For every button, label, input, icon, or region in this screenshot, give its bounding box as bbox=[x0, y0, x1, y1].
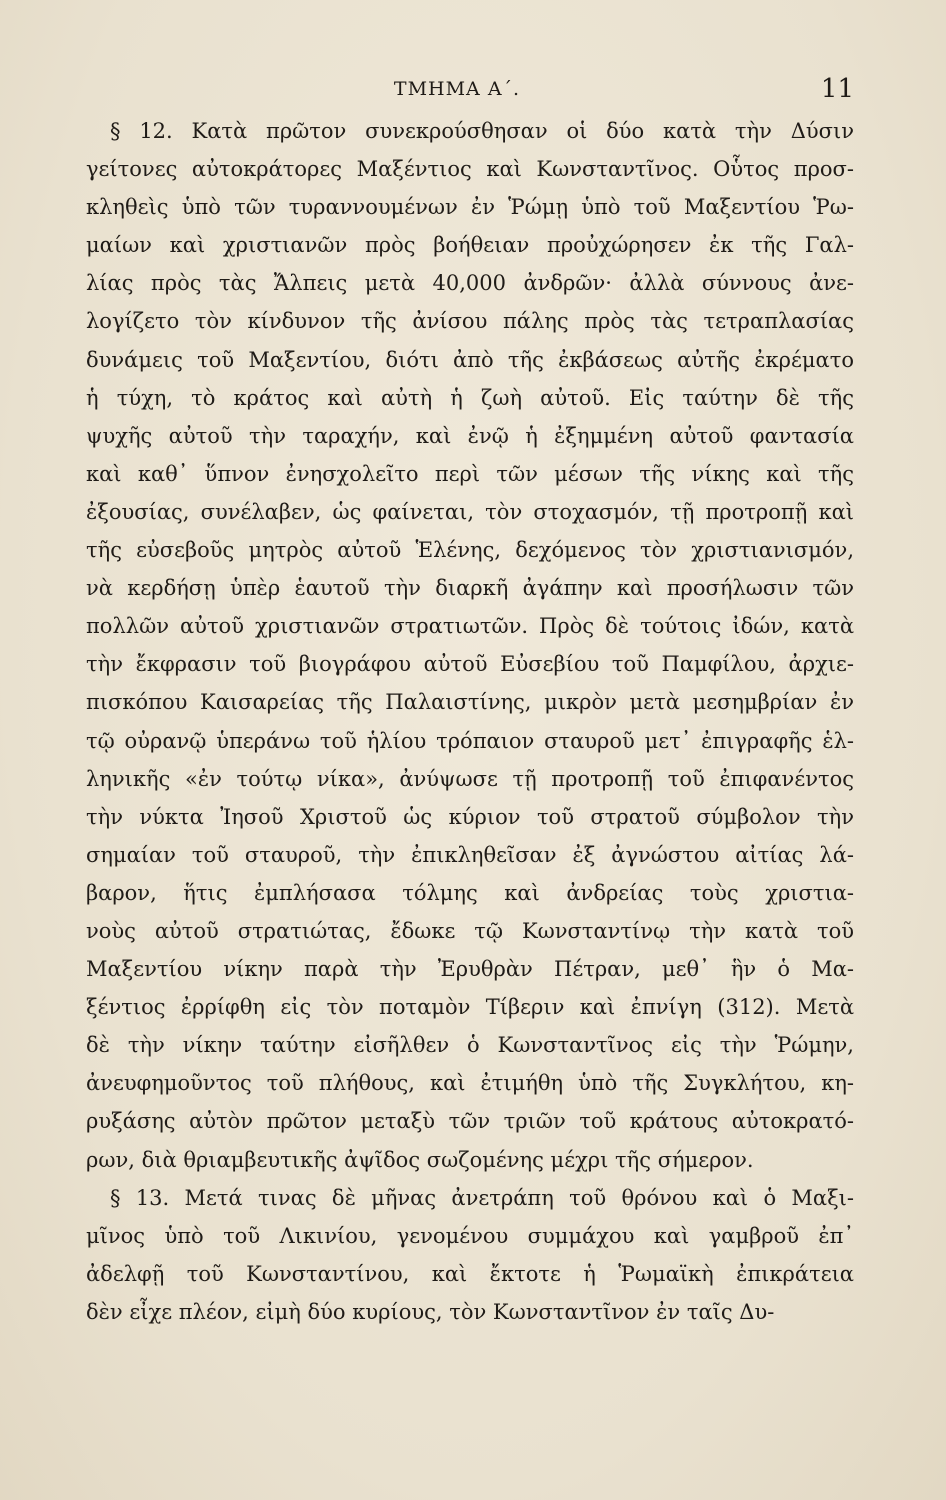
text-line: § 13. Μετά τινας δὲ μῆνας ἀνετράπη τοῦ θρόνου καὶ ὁ Μαξι- bbox=[110, 1185, 854, 1210]
text-line: γείτονες αὐτοκράτορες Μαξέντιος καὶ Κωνσταντῖνος. Οὗτος προσ- bbox=[86, 157, 854, 182]
text-line: § 12. Κατὰ πρῶτον συνεκρούσθησαν οἱ δύο κατὰ τὴν Δύσιν bbox=[110, 119, 854, 143]
text-line: δυνάμεις τοῦ Μαξεντίου, διότι ἀπὸ τῆς ἐκβάσεως αὐτῆς ἐκρέματο bbox=[86, 347, 854, 372]
text-line: σημαίαν τοῦ σταυροῦ, τὴν ἐπικληθεῖσαν ἐξ ἀγνώστου αἰτίας λά- bbox=[86, 842, 854, 867]
text-line: τῷ οὐρανῷ ὑπεράνω τοῦ ἡλίου τρόπαιον σταυροῦ μετ᾽ ἐπιγραφῆς ἑλ- bbox=[86, 728, 854, 753]
text-line: ψυχῆς αὐτοῦ τὴν ταραχήν, καὶ ἐνῷ ἡ ἐξημμένη αὐτοῦ φαντασία bbox=[86, 423, 854, 448]
text-line: βαρον, ἥτις ἐμπλήσασα τόλμης καὶ ἀνδρείας τοὺς χριστια- bbox=[86, 880, 854, 905]
text-line: λίας πρὸς τὰς Ἄλπεις μετὰ 40,000 ἀνδρῶν· ἀλλὰ σύννους ἀνε- bbox=[86, 271, 854, 296]
text-line: δὲν εἶχε πλέον, εἰμὴ δύο κυρίους, τὸν Κωνσταντῖνον ἐν ταῖς Δυ- bbox=[86, 1299, 775, 1324]
running-head bbox=[60, 74, 854, 114]
text-line: μαίων καὶ χριστιανῶν πρὸς βοήθειαν προὐχώρησεν ἐκ τῆς Γαλ- bbox=[86, 233, 854, 258]
text-line: ἡ τύχη, τὸ κράτος καὶ αὐτὴ ἡ ζωὴ αὐτοῦ. Εἰς ταύτην δὲ τῆς bbox=[86, 385, 854, 410]
text-line: κληθεὶς ὑπὸ τῶν τυραννουμένων ἐν Ῥώμῃ ὑπὸ τοῦ Μαξεντίου Ῥω- bbox=[86, 195, 854, 220]
text-line: πισκόπου Καισαρείας τῆς Παλαιστίνης, μικρὸν μετὰ μεσημβρίαν ἐν bbox=[86, 690, 854, 715]
text-line: ἀδελφῇ τοῦ Κωνσταντίνου, καὶ ἔκτοτε ἡ Ῥωμαϊκὴ ἐπικράτεια bbox=[86, 1261, 854, 1286]
text-line: ἐξουσίας, συνέλαβεν, ὡς φαίνεται, τὸν στοχασμόν, τῇ προτροπῇ καὶ bbox=[86, 499, 854, 524]
text-line: ρυξάσης αὐτὸν πρῶτον μεταξὺ τῶν τριῶν τοῦ κράτους αὐτοκρατό- bbox=[86, 1109, 854, 1134]
text-line: πολλῶν αὐτοῦ χριστιανῶν στρατιωτῶν. Πρὸς δὲ τούτοις ἰδών, κατὰ bbox=[86, 614, 854, 639]
body-text bbox=[86, 112, 854, 1331]
text-line: ληνικῆς «ἐν τούτῳ νίκα», ἀνύψωσε τῇ προτροπῇ τοῦ ἐπιφανέντος bbox=[86, 766, 854, 791]
text-line: δὲ τὴν νίκην ταύτην εἰσῆλθεν ὁ Κωνσταντῖνος εἰς τὴν Ῥώμην, bbox=[86, 1033, 854, 1058]
text-line: λογίζετο τὸν κίνδυνον τῆς ἀνίσου πάλης πρὸς τὰς τετραπλασίας bbox=[86, 309, 854, 334]
text-line: τὴν ἔκφρασιν τοῦ βιογράφου αὐτοῦ Εὐσεβίου τοῦ Παμφίλου, ἀρχιε- bbox=[86, 652, 854, 677]
text-line: νοὺς αὐτοῦ στρατιώτας, ἔδωκε τῷ Κωνσταντίνῳ τὴν κατὰ τοῦ bbox=[86, 918, 854, 943]
text-line: τὴν νύκτα Ἰησοῦ Χριστοῦ ὡς κύριον τοῦ στρατοῦ σύμβολον τὴν bbox=[86, 804, 854, 829]
text-line: ρων, διὰ θριαμβευτικῆς ἀψῖδος σωζομένης μέχρι τῆς σήμερον. bbox=[86, 1147, 754, 1172]
text-line: νὰ κερδήσῃ ὑπὲρ ἑαυτοῦ τὴν διαρκῆ ἀγάπην καὶ προσήλωσιν τῶν bbox=[86, 576, 854, 601]
text-line: τῆς εὐσεβοῦς μητρὸς αὐτοῦ Ἑλένης, δεχόμενος τὸν χριστιανισμόν, bbox=[86, 538, 854, 563]
text-line: ξέντιος ἐρρίφθη εἰς τὸν ποταμὸν Τίβεριν καὶ ἐπνίγη (312). Μετὰ bbox=[86, 995, 854, 1020]
section-heading: ΤΜΗΜΑ Α΄. bbox=[393, 78, 521, 100]
text-line: Μαξεντίου νίκην παρὰ τὴν Ἐρυθρὰν Πέτραν, μεθ᾽ ἣν ὁ Μα- bbox=[86, 957, 854, 982]
text-line: ἀνευφημοῦντος τοῦ πλήθους, καὶ ἐτιμήθη ὑπὸ τῆς Συγκλήτου, κη- bbox=[86, 1071, 854, 1096]
text-line: καὶ καθ᾽ ὕπνον ἐνησχολεῖτο περὶ τῶν μέσων τῆς νίκης καὶ τῆς bbox=[86, 461, 854, 486]
text-line: μῖνος ὑπὸ τοῦ Λικινίου, γενομένου συμμάχου καὶ γαμβροῦ ἐπ᾽ bbox=[86, 1223, 854, 1248]
page-number: 11 bbox=[820, 74, 854, 104]
